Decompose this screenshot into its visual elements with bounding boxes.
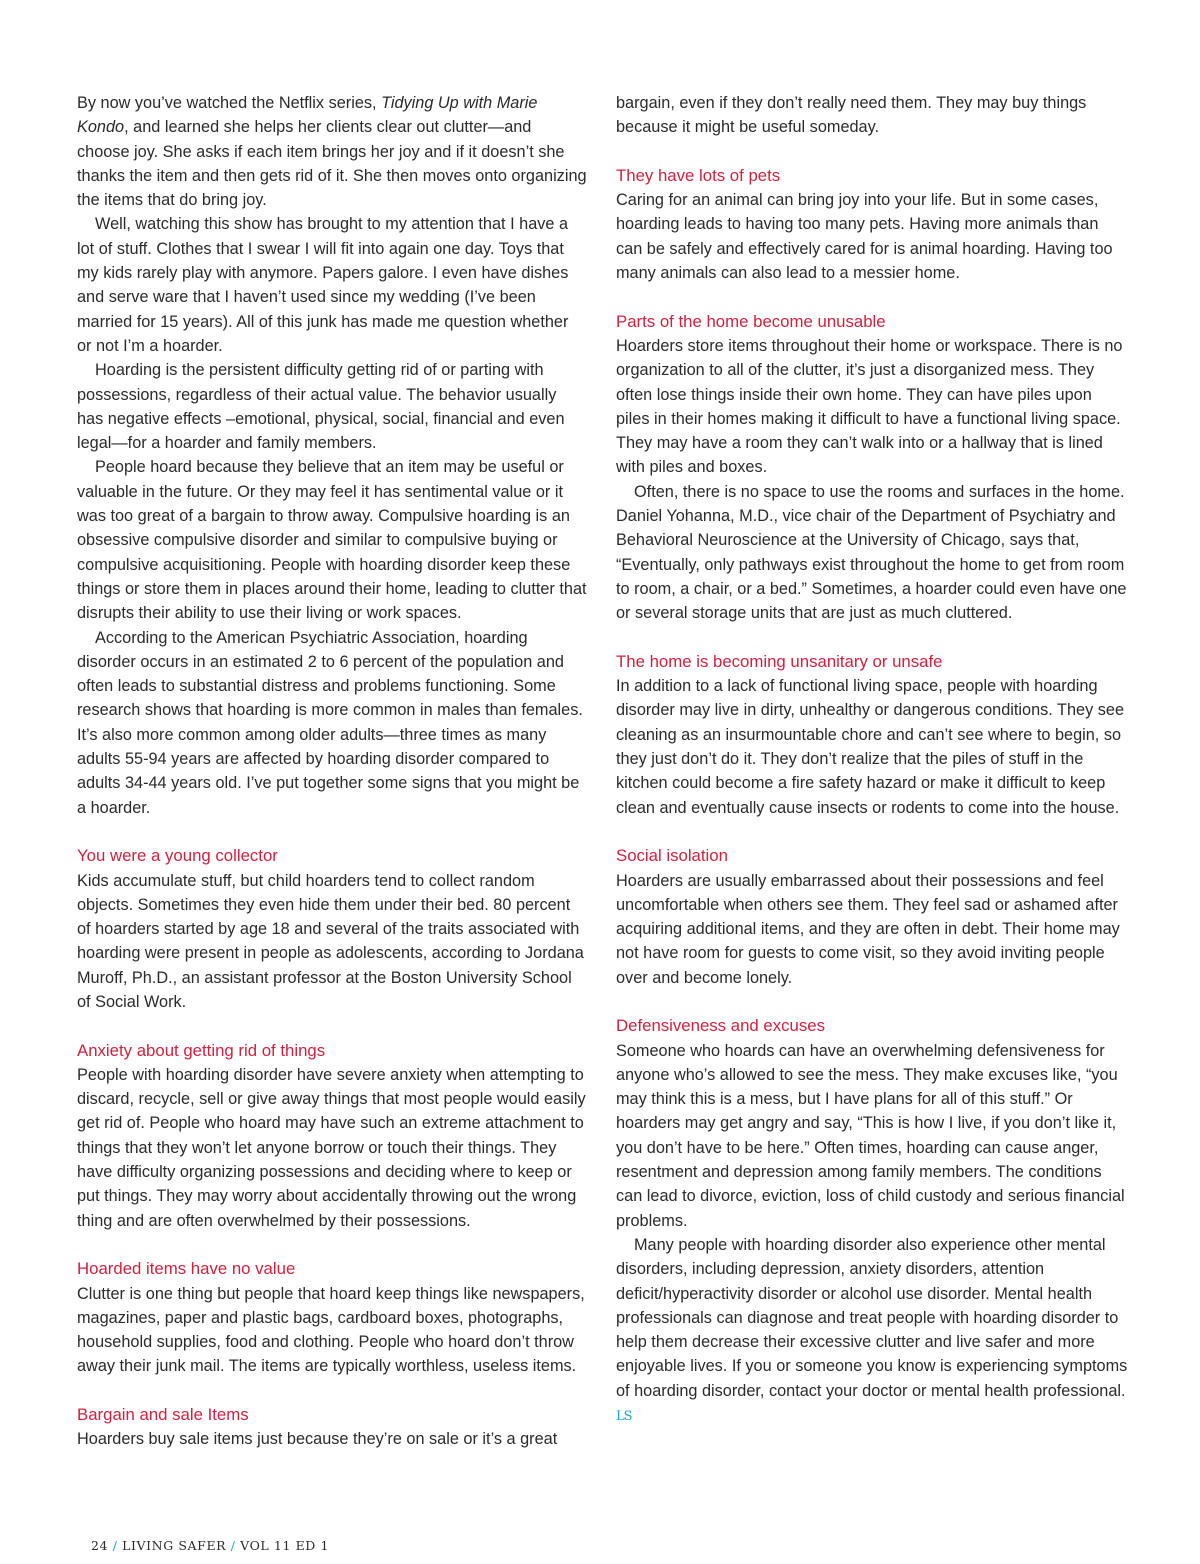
body-paragraph: Well, watching this show has brought to my attention that I have a lot of stuff. Clothes that I swear I will fit into again one day. Toys that my kids rarely play with anymore. Papers galore. I even have dishes and serve ware that I haven’t used since my wedding (I’ve been married for 15 years). All of this junk has made me question whether or not I’m a hoarder.	[77, 215, 569, 355]
spacer	[77, 820, 587, 844]
section-heading: Parts of the home become unusable	[616, 311, 886, 331]
intro-paragraph	[77, 91, 587, 212]
intro-text-continued: , and learned she helps her clients clear out clutter—and choose joy. She asks if each item brings her joy and if it doesn’t she thanks the item and then gets rid of it. She then moves onto organizing the items that do bring joy.	[77, 118, 587, 210]
section-paragraph: Often, there is no space to use the rooms and surfaces in the home. Daniel Yohanna, M.D., vice chair of the Department of Psychiatry and Behavioral Neuroscience at the University of Chicago, says that, “Eventually, only pathways exist throughout the home to get from room to room, a chair, or a bed.” Sometimes, a hoarder could even have one or several storage units that are just as much cluttered.	[616, 482, 1127, 623]
spacer	[77, 1014, 587, 1038]
body-paragraph: People hoard because they believe that an item may be useful or valuable in the future. Or they may feel it has sentimental value or it was too great of a bargain to throw away. Compulsive hoarding is an obsessive compulsive disorder and similar to compulsive buying or compulsive acquisitioning. People with hoarding disorder keep these things or store them in places around their home, leading to clutter that disrupts their ability to use their living or work spaces.	[77, 458, 587, 623]
section-paragraph-continued: bargain, even if they don’t really need them. They may buy things because it might be useful someday.	[616, 94, 1087, 137]
section-paragraph: Someone who hoards can have an overwhelming defensiveness for anyone who’s allowed to see the mess. They make excuses like, “you may think this is a mess, but I have plans for all of this stuff.” Or hoarders may get angry and say, “This is how I live, if you don’t like it, you don’t have to be here.” Often times, hoarding can cause anger, resentment and depression among family members. The conditions can lead to divorce, eviction, loss of child custody and serious financial problems.	[616, 1041, 1125, 1230]
footer-separator: /	[230, 1538, 236, 1553]
section-heading: Anxiety about getting rid of things	[77, 1040, 326, 1060]
closing-text: Many people with hoarding disorder also experience other mental disorders, including depression, anxiety disorders, attention deficit/hyperactivity disorder or alcohol use disorder. Mental health professionals can diagnose and treat people with hoarding disorder to help them decrease their excessive clutter and live safer and more enjoyable lives. If you or someone you know is experiencing symptoms of hoarding disorder, contact your doctor or mental health professional.	[616, 1235, 1128, 1400]
section-paragraph: In addition to a lack of functional living space, people with hoarding disorder may live in dirty, unhealthy or dangerous conditions. They see cleaning as an insurmountable chore and can’t see where to begin, so they just don’t do it. They don’t realize that the piles of stuff in the kitchen could become a fire safety hazard or make it difficult to keep clean and eventually cause insects or rodents to come into the house.	[616, 677, 1125, 817]
section-paragraph: People with hoarding disorder have severe anxiety when attempting to discard, recycle, sell or give away things that most people would easily get rid of. People who hoard may have such an extreme attachment to things that they won’t let anyone borrow or touch their things. They have difficulty organizing possessions and deciding where to keep or put things. They may worry about accidentally throwing out the wrong thing and are often overwhelmed by their possessions.	[77, 1065, 586, 1230]
section-heading: Hoarded items have no value	[77, 1259, 296, 1279]
section-paragraph: Kids accumulate stuff, but child hoarders tend to collect random objects. Sometimes they even hide them under their bed. 80 percent of hoarders started by age 18 and several of the traits associated with hoarding were present in people as adolescents, according to Jordana Muroff, Ph.D., an assistant professor at the Boston University School of Social Work.	[77, 871, 584, 1011]
left-column	[77, 91, 587, 1452]
section-heading: Defensiveness and excuses	[616, 1016, 825, 1036]
magazine-name: LIVING SAFER	[122, 1538, 227, 1553]
spacer	[616, 990, 1128, 1014]
section-paragraph: Hoarders are usually embarrassed about their possessions and feel uncomfortable when others see them. They feel sad or ashamed after acquiring additional items, and they are often in debt. Their home may not have room for guests to come visit, so they avoid inviting people over and become lonely.	[616, 871, 1120, 987]
footer-separator: /	[112, 1538, 118, 1553]
spacer	[77, 1379, 587, 1403]
page-number: 24	[91, 1538, 109, 1553]
page-footer	[91, 1538, 329, 1553]
spacer	[616, 140, 1128, 164]
ls-end-mark-icon: LS	[616, 1409, 632, 1425]
body-paragraph: According to the American Psychiatric Association, hoarding disorder occurs in an estimated 2 to 6 percent of the population and often leads to substantial distress and problems functioning. Some research shows that hoarding is more common in males than females. It’s also more common among older adults—three times as many adults 55-94 years are affected by hoarding disorder compared to adults 34-44 years old. I’ve put together some signs that you might be a hoarder.	[77, 628, 583, 817]
body-paragraph: Hoarding is the persistent difficulty getting rid of or parting with possessions, regardless of their actual value. The behavior usually has negative effects –emotional, physical, social, financial and even legal—for a hoarder and family members.	[77, 361, 565, 453]
spacer	[616, 820, 1128, 844]
show-title: Tidying Up with Marie Kondo	[77, 94, 538, 137]
spacer	[77, 1233, 587, 1257]
section-heading: They have lots of pets	[616, 165, 781, 185]
section-paragraph: Caring for an animal can bring joy into your life. But in some cases, hoarding leads to having too many pets. Having more animals than can be safely and effectively cared for is animal hoarding. Having too many animals can also lead to a messier home.	[616, 191, 1113, 283]
spacer	[616, 285, 1128, 309]
section-paragraph: Hoarders store items throughout their home or workspace. There is no organization to all of the clutter, it’s just a disorganized mess. They often lose things inside their own home. They can have piles upon piles in their homes making it difficult to have a functional living space. They may have a room they can’t walk into or a hallway that is lined with piles and boxes.	[616, 336, 1123, 477]
intro-text: By now you’ve watched the Netflix series,	[77, 94, 382, 112]
spacer	[616, 626, 1128, 650]
section-heading: The home is becoming unsanitary or unsafe	[616, 651, 943, 671]
right-column	[616, 91, 1128, 1429]
closing-paragraph	[616, 1233, 1128, 1429]
section-heading: Bargain and sale Items	[77, 1405, 249, 1425]
section-heading: Social isolation	[616, 846, 728, 866]
issue-label: VOL 11 ED 1	[240, 1538, 330, 1553]
section-paragraph: Clutter is one thing but people that hoard keep things like newspapers, magazines, paper and plastic bags, cardboard boxes, photographs, household supplies, food and clothing. People who hoard don’t throw away their junk mail. The items are typically worthless, useless items.	[77, 1284, 585, 1376]
section-heading: You were a young collector	[77, 846, 278, 866]
section-paragraph: Hoarders buy sale items just because they’re on sale or it’s a great	[77, 1430, 558, 1449]
